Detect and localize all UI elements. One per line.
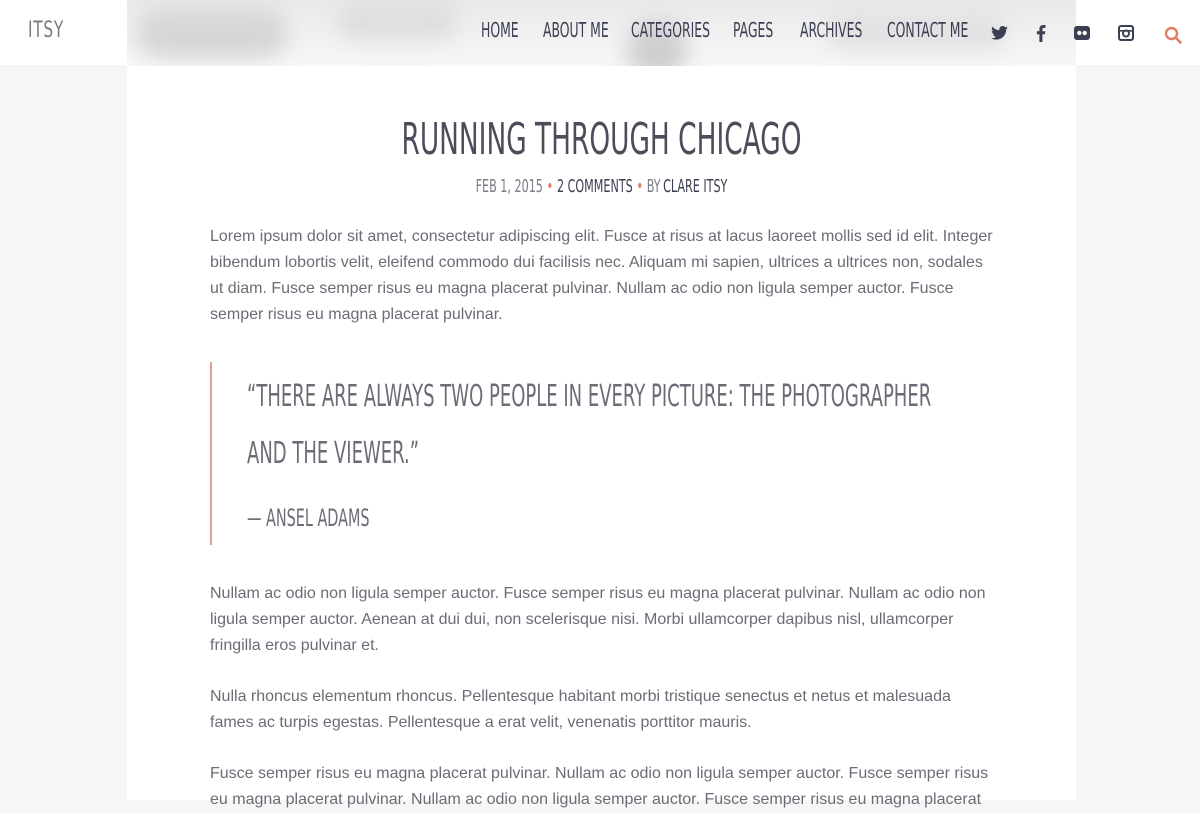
flickr-icon[interactable] — [1072, 22, 1092, 44]
facebook-icon[interactable] — [1031, 22, 1051, 44]
nav-item-archives[interactable]: ARCHIVES — [800, 18, 863, 42]
nav-item-home[interactable]: HOME — [481, 18, 519, 42]
body-paragraph: Nulla rhoncus elementum rhoncus. Pellentesque habitant morbi tristique senectus et netus et malesuada fames ac turpis egestas. Pellentesque a erat velit, venenatis porttitor mauris. — [210, 688, 951, 731]
by-prefix: BY — [646, 176, 661, 197]
post-title: RUNNING THROUGH CHICAGO — [401, 114, 802, 165]
quote-author: — ANSEL ADAMS — [247, 504, 370, 532]
top-navigation-bar — [0, 0, 1200, 67]
search-icon[interactable] — [1163, 24, 1183, 46]
quote-text: “THERE ARE ALWAYS TWO PEOPLE IN EVERY PICTURE: THE PHOTOGRAPHER AND THE VIEWER.” — [247, 379, 932, 471]
nav-item-about-me[interactable]: ABOUT ME — [543, 18, 609, 42]
instagram-icon[interactable] — [1116, 22, 1136, 44]
intro-paragraph: Lorem ipsum dolor sit amet, consectetur adipiscing elit. Fusce at risus at lacus laoreet mollis sed id elit. Integer bibendum lobortis velit, eleifend commodo dui facilisis nec. Aliquam mi sapien, ultrices a ultrices non, sodales ut diam. Fusce semper risus eu magna placerat pulvinar. Nullam ac odio non ligula semper auctor. Fusce semper risus eu magna placerat pulvinar. — [210, 228, 993, 323]
post-meta — [307, 176, 895, 197]
post-date: FEB 1, 2015 — [475, 176, 543, 197]
meta-separator-dot: • — [546, 176, 554, 197]
author-link[interactable]: CLARE ITSY — [663, 176, 728, 197]
nav-item-categories[interactable]: CATEGORIES — [631, 18, 710, 42]
blockquote — [210, 362, 995, 545]
nav-item-contact-me[interactable]: CONTACT ME — [887, 18, 969, 42]
comments-link[interactable]: 2 COMMENTS — [556, 176, 633, 197]
site-logo[interactable]: ITSY — [28, 18, 64, 43]
body-paragraph: Fusce semper risus eu magna placerat pulvinar. Nullam ac odio non ligula semper auctor. Fusce semper risus eu magna placerat pulvinar. Nullam ac odio non ligula semper auctor. Fusce semper risus eu magna placerat — [210, 765, 989, 808]
nav-item-pages[interactable]: PAGES — [733, 18, 774, 42]
twitter-icon[interactable] — [989, 22, 1009, 44]
post-content — [127, 66, 1076, 808]
meta-separator-dot: • — [636, 176, 644, 197]
body-paragraph: Nullam ac odio non ligula semper auctor. Fusce semper risus eu magna placerat pulvinar. Nullam ac odio non ligula semper auctor. Aenean at dui dui, non scelerisque nisi. Morbi ullamcorper dapibus nisl, ullamcorper fringilla eros pulvinar et. — [210, 585, 986, 654]
